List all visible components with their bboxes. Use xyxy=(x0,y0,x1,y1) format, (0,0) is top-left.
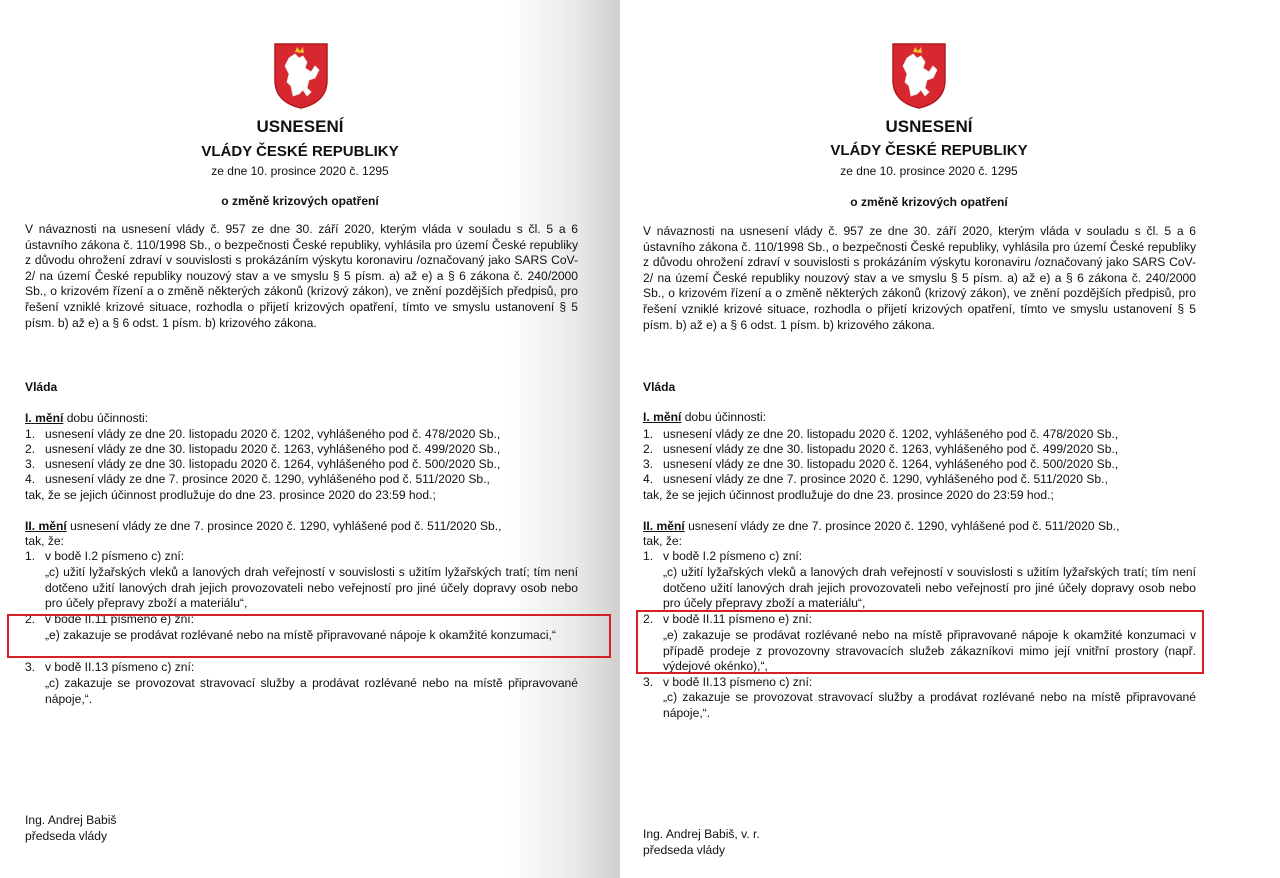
section-i-heading: I. mění dobu účinnosti: xyxy=(25,411,149,425)
section-ii-item-2-quote: „e) zakazuje se prodávat rozlévané nebo na místě připravované nápoje k okamžité konzumaci,“ xyxy=(45,628,556,642)
section-ii-item-3-quote: „c) zakazuje se provozovat stravovací služby a prodávat rozlévané nebo na místě připravované nápoje,“. xyxy=(45,676,578,706)
document-subtitle: VLÁDY ČESKÉ REPUBLIKY xyxy=(201,143,399,160)
section-ii-item-3-head: 3. v bodě II.13 písmeno c) zní: xyxy=(25,660,195,674)
document-subtitle: VLÁDY ČESKÉ REPUBLIKY xyxy=(830,142,1028,159)
document-date-line: ze dne 10. prosince 2020 č. 1295 xyxy=(211,164,389,178)
vlada-heading: Vláda xyxy=(25,380,58,394)
section-i-tail: tak, že se jejich účinnost prodlužuje do dne 23. prosince 2020 do 23:59 hod.; xyxy=(25,488,436,502)
left-document-page xyxy=(0,0,620,878)
section-ii-item-3-quote: „c) zakazuje se provozovat stravovací služby a prodávat rozlévané nebo na místě připravované nápoje,“. xyxy=(663,690,1196,720)
czech-lion-crest-icon xyxy=(891,42,947,110)
document-topic: o změně krizových opatření xyxy=(850,195,1008,209)
section-i-item-2: 2. usnesení vlády ze dne 30. listopadu 2020 č. 1263, vyhlášeného pod č. 499/2020 Sb., xyxy=(643,442,1119,456)
section-ii-item-2-head: 2. v bodě II.11 písmeno e) zní: xyxy=(25,612,195,626)
section-ii-item-1-head: 1. v bodě I.2 písmeno c) zní: xyxy=(643,549,803,563)
signature-role: předseda vlády xyxy=(643,843,726,857)
document-title: USNESENÍ xyxy=(885,117,973,136)
section-i-item-2: 2. usnesení vlády ze dne 30. listopadu 2020 č. 1263, vyhlášeného pod č. 499/2020 Sb., xyxy=(25,442,501,456)
signature-name: Ing. Andrej Babiš xyxy=(25,813,117,827)
section-i-item-1: 1. usnesení vlády ze dne 20. listopadu 2020 č. 1202, vyhlášeného pod č. 478/2020 Sb., xyxy=(643,427,1119,441)
document-date-line: ze dne 10. prosince 2020 č. 1295 xyxy=(840,164,1018,178)
document-topic: o změně krizových opatření xyxy=(221,194,379,208)
section-ii-item-1-quote: „c) užití lyžařských vleků a lanových drah veřejností v souvislosti s užitím lyžařských tratí; tím není dotčeno užití lanových drah jejich provozovateli nebo veřejností pro jiné účely dopravy osob nebo pro účely přepravy zboží a materiálu“, xyxy=(45,565,578,611)
section-i-heading: I. mění dobu účinnosti: xyxy=(643,410,767,424)
section-ii-item-3-head: 3. v bodě II.13 písmeno c) zní: xyxy=(643,675,813,689)
signature-role: předseda vlády xyxy=(25,829,108,843)
section-ii-item-1-head: 1. v bodě I.2 písmeno c) zní: xyxy=(25,549,185,563)
section-ii-heading: II. mění usnesení vlády ze dne 7. prosince 2020 č. 1290, vyhlášené pod č. 511/2020 Sb., xyxy=(25,519,502,533)
highlight-box xyxy=(636,610,1204,674)
section-ii-tak-ze: tak, že: xyxy=(643,534,682,548)
section-i-item-4: 4. usnesení vlády ze dne 7. prosince 2020 č. 1290, vyhlášeného pod č. 511/2020 Sb., xyxy=(643,472,1108,486)
section-ii-tak-ze: tak, že: xyxy=(25,534,64,548)
czech-lion-crest-icon xyxy=(273,42,329,110)
highlight-box xyxy=(7,614,611,658)
section-i-item-1: 1. usnesení vlády ze dne 20. listopadu 2020 č. 1202, vyhlášeného pod č. 478/2020 Sb., xyxy=(25,427,501,441)
section-ii-item-2-quote: „e) zakazuje se prodávat rozlévané nebo na místě připravované nápoje k okamžité konzumaci v případě prodeje z provozovny stravovacích služeb zákazníkovi mimo její vnitřní prostory (např. výdejové okénko),“, xyxy=(663,628,1196,674)
intro-paragraph: V návaznosti na usnesení vlády č. 957 ze dne 30. září 2020, kterým vláda v souladu s čl. 5 a 6 ústavního zákona č. 110/1998 Sb., o bezpečnosti České republiky, vyhlásila pro území České republiky z důvodu ohrožení zdraví v souvislosti s prokázáním výskytu koronaviru /označovaný jako SARS CoV-2/ na území České republiky nouzový stav a ve smyslu § 5 písm. a) až e) a § 6 zákona č. 240/2000 Sb., o krizovém řízení a o změně některých zákonů (krizový zákon), ve znění pozdějších předpisů, pro řešení vzniklé krizové situace, rozhodla o přijetí krizových opatření, tímto ve smyslu ustanovení § 5 písm. b) až e) a § 6 odst. 1 písm. b) krizového zákona. xyxy=(25,222,578,330)
section-ii-item-2-head: 2. v bodě II.11 písmeno e) zní: xyxy=(643,612,813,626)
signature-name: Ing. Andrej Babiš, v. r. xyxy=(643,827,760,841)
section-i-tail: tak, že se jejich účinnost prodlužuje do dne 23. prosince 2020 do 23:59 hod.; xyxy=(643,488,1054,502)
section-ii-item-1-quote: „c) užití lyžařských vleků a lanových drah veřejností v souvislosti s užitím lyžařských tratí; tím není dotčeno užití lanových drah jejich provozovateli nebo veřejností pro jiné účely dopravy osob nebo pro účely přepravy zboží a materiálu“, xyxy=(663,565,1196,611)
section-ii-heading: II. mění usnesení vlády ze dne 7. prosince 2020 č. 1290, vyhlášené pod č. 511/2020 Sb., xyxy=(643,519,1120,533)
right-document-page xyxy=(620,0,1280,878)
section-i-item-3: 3. usnesení vlády ze dne 30. listopadu 2020 č. 1264, vyhlášeného pod č. 500/2020 Sb., xyxy=(25,457,501,471)
section-i-item-3: 3. usnesení vlády ze dne 30. listopadu 2020 č. 1264, vyhlášeného pod č. 500/2020 Sb., xyxy=(643,457,1119,471)
document-title: USNESENÍ xyxy=(256,117,344,136)
section-i-item-4: 4. usnesení vlády ze dne 7. prosince 2020 č. 1290, vyhlášeného pod č. 511/2020 Sb., xyxy=(25,472,490,486)
intro-paragraph: V návaznosti na usnesení vlády č. 957 ze dne 30. září 2020, kterým vláda v souladu s čl. 5 a 6 ústavního zákona č. 110/1998 Sb., o bezpečnosti České republiky, vyhlásila pro území České republiky z důvodu ohrožení zdraví v souvislosti s prokázáním výskytu koronaviru /označovaný jako SARS CoV-2/ na území České republiky nouzový stav a ve smyslu § 5 písm. a) až e) a § 6 zákona č. 240/2000 Sb., o krizovém řízení a o změně některých zákonů (krizový zákon), ve znění pozdějších předpisů, pro řešení vzniklé krizové situace, rozhodla o přijetí krizových opatření, tímto ve smyslu ustanovení § 5 písm. b) až e) a § 6 odst. 1 písm. b) krizového zákona. xyxy=(643,224,1196,332)
vlada-heading: Vláda xyxy=(643,380,676,394)
